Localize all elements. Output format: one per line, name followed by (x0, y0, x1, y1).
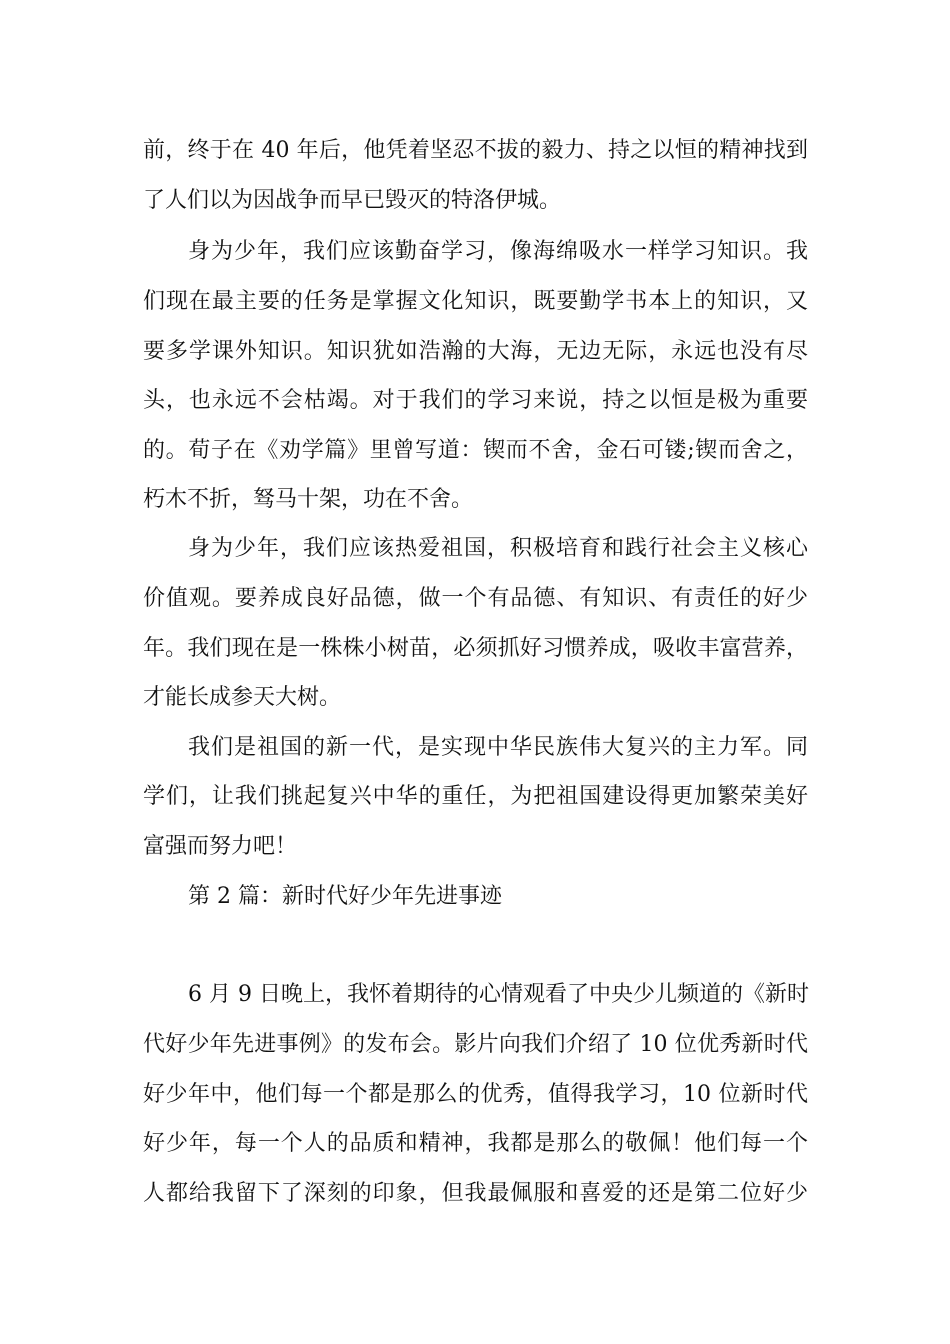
text-line: 好少年中，他们每一个都是那么的优秀，值得我学习，10 位新时代 (143, 1082, 808, 1107)
text-line: 我们是祖国的新一代，是实现中华民族伟大复兴的主力军。同 (188, 735, 808, 760)
text-line: 头，也永远不会枯竭。对于我们的学习来说，持之以恒是极为重要 (143, 388, 808, 413)
text-line: 好少年，每一个人的品质和精神，我都是那么的敬佩！他们每一个 (143, 1131, 808, 1156)
text-line: 年。我们现在是一株株小树苗，必须抓好习惯养成，吸收丰富营养， (143, 636, 808, 661)
text-line: 身为少年，我们应该热爱祖国，积极培育和践行社会主义核心 (188, 536, 808, 561)
text-line: 们现在最主要的任务是掌握文化知识，既要勤学书本上的知识，又 (143, 289, 808, 314)
text-line: 的。荀子在《劝学篇》里曾写道：锲而不舍，金石可镂;锲而舍之， (143, 438, 808, 463)
text-line: 要多学课外知识。知识犹如浩瀚的大海，无边无际，永远也没有尽 (143, 339, 808, 364)
text-line: 人都给我留下了深刻的印象，但我最佩服和喜爱的还是第二位好少 (143, 1181, 808, 1206)
text-line: 学们，让我们挑起复兴中华的重任，为把祖国建设得更加繁荣美好 (143, 784, 808, 809)
text-line: 价值观。要养成良好品德，做一个有品德、有知识、有责任的好少 (143, 586, 808, 611)
text-line: 身为少年，我们应该勤奋学习，像海绵吸水一样学习知识。我 (188, 239, 808, 264)
text-line: 6 月 9 日晚上，我怀着期待的心情观看了中央少儿频道的《新时 (188, 982, 809, 1007)
text-line: 富强而努力吧！ (143, 834, 298, 859)
text-line: 才能长成参天大树。 (143, 685, 342, 710)
text-line: 朽木不折，驽马十架，功在不舍。 (143, 487, 474, 512)
text-line: 前，终于在 40 年后，他凭着坚忍不拔的毅力、持之以恒的精神找到 (143, 138, 808, 163)
text-line: 代好少年先进事例》的发布会。影片向我们介绍了 10 位优秀新时代 (143, 1032, 808, 1057)
text-line: 了人们以为因战争而早已毁灭的特洛伊城。 (143, 188, 562, 213)
section-heading: 第 2 篇：新时代好少年先进事迹 (188, 884, 502, 909)
